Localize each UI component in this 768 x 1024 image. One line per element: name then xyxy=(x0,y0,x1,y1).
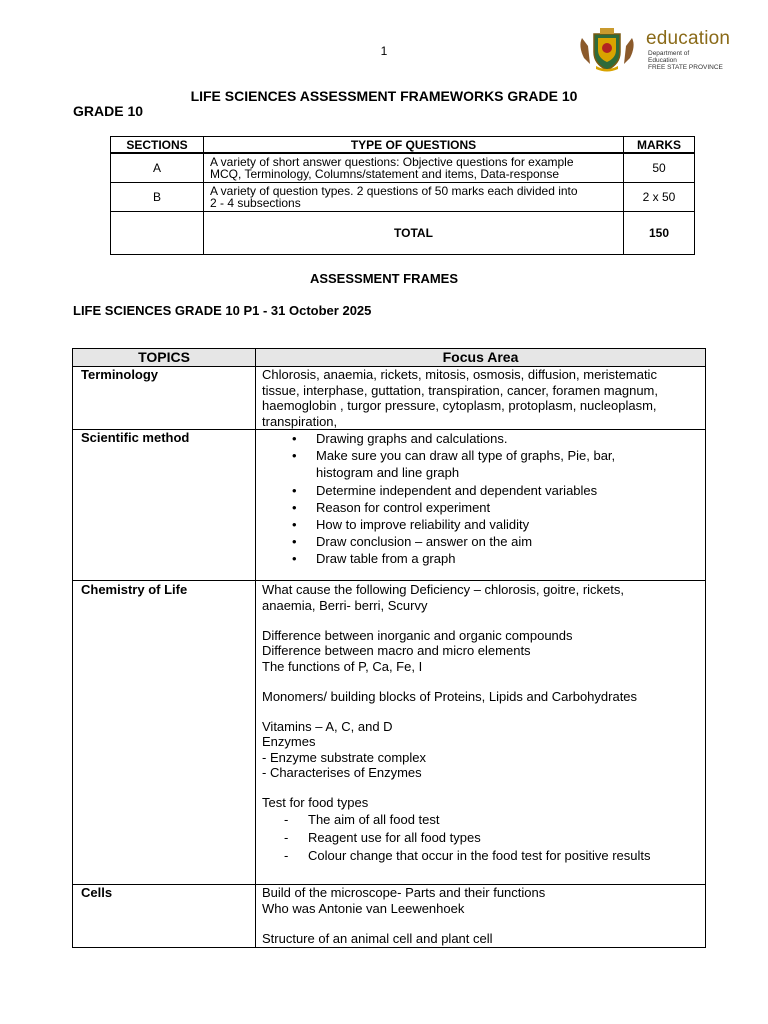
table-row xyxy=(111,183,695,212)
column-header: TOPICS xyxy=(73,349,256,367)
focus-line: anaemia, Berri- berri, Scurvy xyxy=(262,597,428,613)
dash-list xyxy=(262,811,699,866)
page-number: 1 xyxy=(380,44,388,58)
focus-line: Enzymes xyxy=(262,734,316,749)
topic-cell: Cells xyxy=(73,885,256,948)
list-item: - Colour change that occur in the food test for positive results xyxy=(284,847,699,865)
section-cell: B xyxy=(111,183,204,212)
table-row xyxy=(73,367,706,430)
cell-line: 2 - 4 subsections xyxy=(210,196,301,210)
focus-line: haemoglobin , turgor pressure, cytoplasm, protoplasm, nucleoplasm, xyxy=(262,398,657,413)
question-type-cell xyxy=(204,153,624,183)
list-item: • Determine independent and dependent variables xyxy=(292,482,699,499)
coat-of-arms-icon xyxy=(574,24,640,72)
focus-cell xyxy=(256,430,706,581)
total-label: TOTAL xyxy=(204,212,624,255)
logo-sub-line: FREE STATE PROVINCE xyxy=(648,64,723,71)
paper-title: LIFE SCIENCES GRADE 10 P1 - 31 October 2025 xyxy=(73,303,372,318)
document-title: LIFE SCIENCES ASSESSMENT FRAMEWORKS GRADE 10 xyxy=(190,88,578,104)
empty-cell xyxy=(111,212,204,255)
topic-cell: Scientific method xyxy=(73,430,256,581)
topics-table xyxy=(72,348,706,948)
focus-line: Structure of an animal cell and plant cell xyxy=(262,930,493,946)
list-item: - The aim of all food test xyxy=(284,811,699,829)
marks-cell: 50 xyxy=(624,153,695,183)
assessment-frames-heading: ASSESSMENT FRAMES xyxy=(309,271,459,286)
bullet-list xyxy=(262,430,699,568)
focus-line: transpiration, xyxy=(262,413,338,429)
list-item: • Draw table from a graph xyxy=(292,550,699,567)
sections-table xyxy=(110,136,695,255)
column-header: SECTIONS xyxy=(111,137,204,154)
focus-line: Test for food types xyxy=(262,795,369,810)
cell-line: A variety of short answer questions: Objective questions for example xyxy=(210,154,574,169)
focus-line: Difference between macro and micro elements xyxy=(262,643,531,658)
table-row xyxy=(73,430,706,581)
topic-cell: Chemistry of Life xyxy=(73,581,256,885)
cell-line: A variety of question types. 2 questions of 50 marks each divided into xyxy=(210,183,578,198)
focus-line: tissue, interphase, guttation, transpiration, cancer, foramen magnum, xyxy=(262,382,658,398)
logo-sub-line: Department of xyxy=(648,50,690,57)
total-marks: 150 xyxy=(624,212,695,255)
list-item: • Draw conclusion – answer on the aim xyxy=(292,533,699,550)
list-item: - Reagent use for all food types xyxy=(284,829,699,847)
column-header: TYPE OF QUESTIONS xyxy=(204,137,624,154)
column-header: MARKS xyxy=(624,137,695,154)
logo-sub-line: Education xyxy=(648,57,677,64)
topic-cell: Terminology xyxy=(73,367,256,430)
section-cell: A xyxy=(111,153,204,183)
focus-line: - Enzyme substrate complex xyxy=(262,749,427,765)
focus-cell xyxy=(256,581,706,885)
marks-cell: 2 x 50 xyxy=(624,183,695,212)
table-row xyxy=(111,153,695,183)
total-row xyxy=(111,212,695,255)
table-row xyxy=(73,885,706,948)
list-item: • How to improve reliability and validity xyxy=(292,516,699,533)
grade-heading: GRADE 10 xyxy=(73,103,144,119)
list-item: • Reason for control experiment xyxy=(292,499,699,516)
cell-line: MCQ, Terminology, Columns/statement and items, Data-response xyxy=(210,167,560,181)
focus-line: The functions of P, Ca, Fe, I xyxy=(262,658,423,674)
focus-cell xyxy=(256,885,706,948)
focus-line: Difference between inorganic and organic compounds xyxy=(262,627,573,643)
logo-subtitle xyxy=(648,50,723,71)
table-header-row xyxy=(111,137,695,154)
focus-line: Monomers/ building blocks of Proteins, Lipids and Carbohydrates xyxy=(262,688,638,704)
focus-line: - Characterises of Enzymes xyxy=(262,765,422,780)
logo-wordmark: education xyxy=(646,28,731,49)
focus-line: Chlorosis, anaemia, rickets, mitosis, osmosis, diffusion, meristematic xyxy=(262,367,657,382)
table-row xyxy=(73,581,706,885)
focus-line: Vitamins – A, C, and D xyxy=(262,718,393,734)
department-logo xyxy=(574,24,734,74)
column-header: Focus Area xyxy=(256,349,706,367)
table-header-row xyxy=(73,349,706,367)
list-item: • Make sure you can draw all type of graphs, Pie, bar, histogram and line graph xyxy=(292,447,656,481)
focus-line: Build of the microscope- Parts and their functions xyxy=(262,885,546,900)
question-type-cell xyxy=(204,183,624,212)
focus-cell xyxy=(256,367,706,430)
focus-line: Who was Antonie van Leewenhoek xyxy=(262,900,465,916)
list-item: • Drawing graphs and calculations. xyxy=(292,430,699,447)
focus-line: What cause the following Deficiency – chlorosis, goitre, rickets, xyxy=(262,582,624,597)
